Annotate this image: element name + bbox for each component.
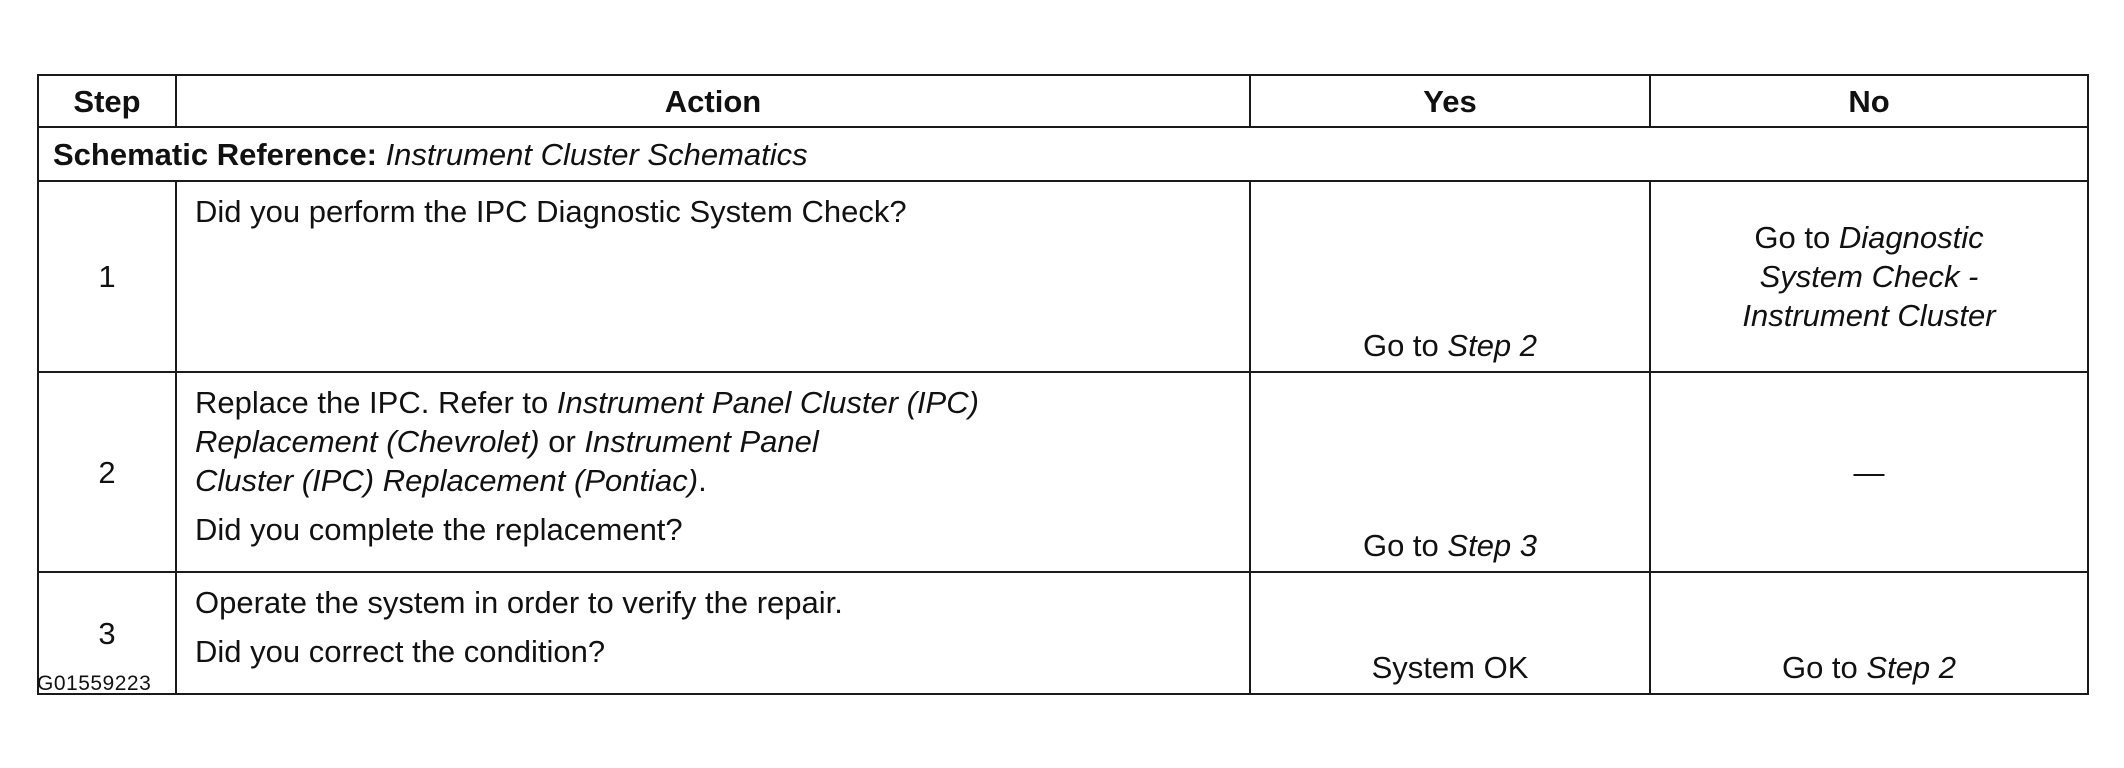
- action-question: Did you correct the condition?: [195, 634, 606, 669]
- action-reference: Instrument Panel: [584, 424, 819, 459]
- table-row: [38, 572, 2088, 694]
- no-target: Step 2: [1866, 650, 1957, 685]
- action-instruction: Operate the system in order to verify the repair.: [195, 585, 843, 620]
- no-target-line1: Diagnostic: [1838, 220, 1984, 255]
- yes-target: Step 2: [1447, 328, 1538, 363]
- no-target-line2: System Check -: [1759, 259, 1979, 294]
- schematic-reference-link: Instrument Cluster Schematics: [385, 136, 808, 172]
- yes-prefix: Go to: [1362, 528, 1439, 563]
- yes-cell: [1250, 572, 1650, 694]
- yes-target: Step 3: [1447, 528, 1538, 563]
- action-cell: [176, 372, 1250, 572]
- step-number: 1: [38, 181, 176, 372]
- figure-id: G01559223: [37, 672, 152, 695]
- yes-prefix: Go to: [1362, 328, 1439, 363]
- table-row: [38, 372, 2088, 572]
- action-text: Replace the IPC. Refer to: [195, 385, 549, 420]
- action-instruction: [195, 383, 1231, 500]
- yes-result: System OK: [1371, 650, 1529, 685]
- action-question: Did you complete the replacement?: [195, 512, 683, 547]
- no-cell: [1650, 181, 2088, 372]
- schematic-reference-cell: [38, 127, 2088, 181]
- no-cell: [1650, 372, 2088, 572]
- schematic-reference-row: [38, 127, 2088, 181]
- action-cell: [176, 572, 1250, 694]
- step-number: 2: [38, 372, 176, 572]
- table-row: [38, 181, 2088, 372]
- no-dash: —: [1853, 454, 1885, 490]
- action-reference: Replacement (Chevrolet): [195, 424, 540, 459]
- no-target-line3: Instrument Cluster: [1742, 298, 1996, 333]
- no-prefix: Go to: [1754, 220, 1831, 255]
- header-no: No: [1650, 75, 2088, 127]
- header-yes: Yes: [1250, 75, 1650, 127]
- action-text: .: [698, 463, 707, 498]
- schematic-reference-label: Schematic Reference:: [53, 136, 377, 172]
- no-prefix: Go to: [1781, 650, 1858, 685]
- action-reference: Cluster (IPC) Replacement (Pontiac): [195, 463, 699, 498]
- header-action: Action: [176, 75, 1250, 127]
- action-text: or: [548, 424, 576, 459]
- step-number: 3: [38, 572, 176, 694]
- action-cell: [176, 181, 1250, 372]
- action-reference: Instrument Panel Cluster (IPC): [556, 385, 979, 420]
- action-question: Did you perform the IPC Diagnostic System Check?: [195, 194, 907, 229]
- header-step: Step: [38, 75, 176, 127]
- yes-cell: [1250, 372, 1650, 572]
- yes-cell: [1250, 181, 1650, 372]
- header-row: [38, 75, 2088, 127]
- no-cell: [1650, 572, 2088, 694]
- diagnostic-table: [37, 74, 2089, 695]
